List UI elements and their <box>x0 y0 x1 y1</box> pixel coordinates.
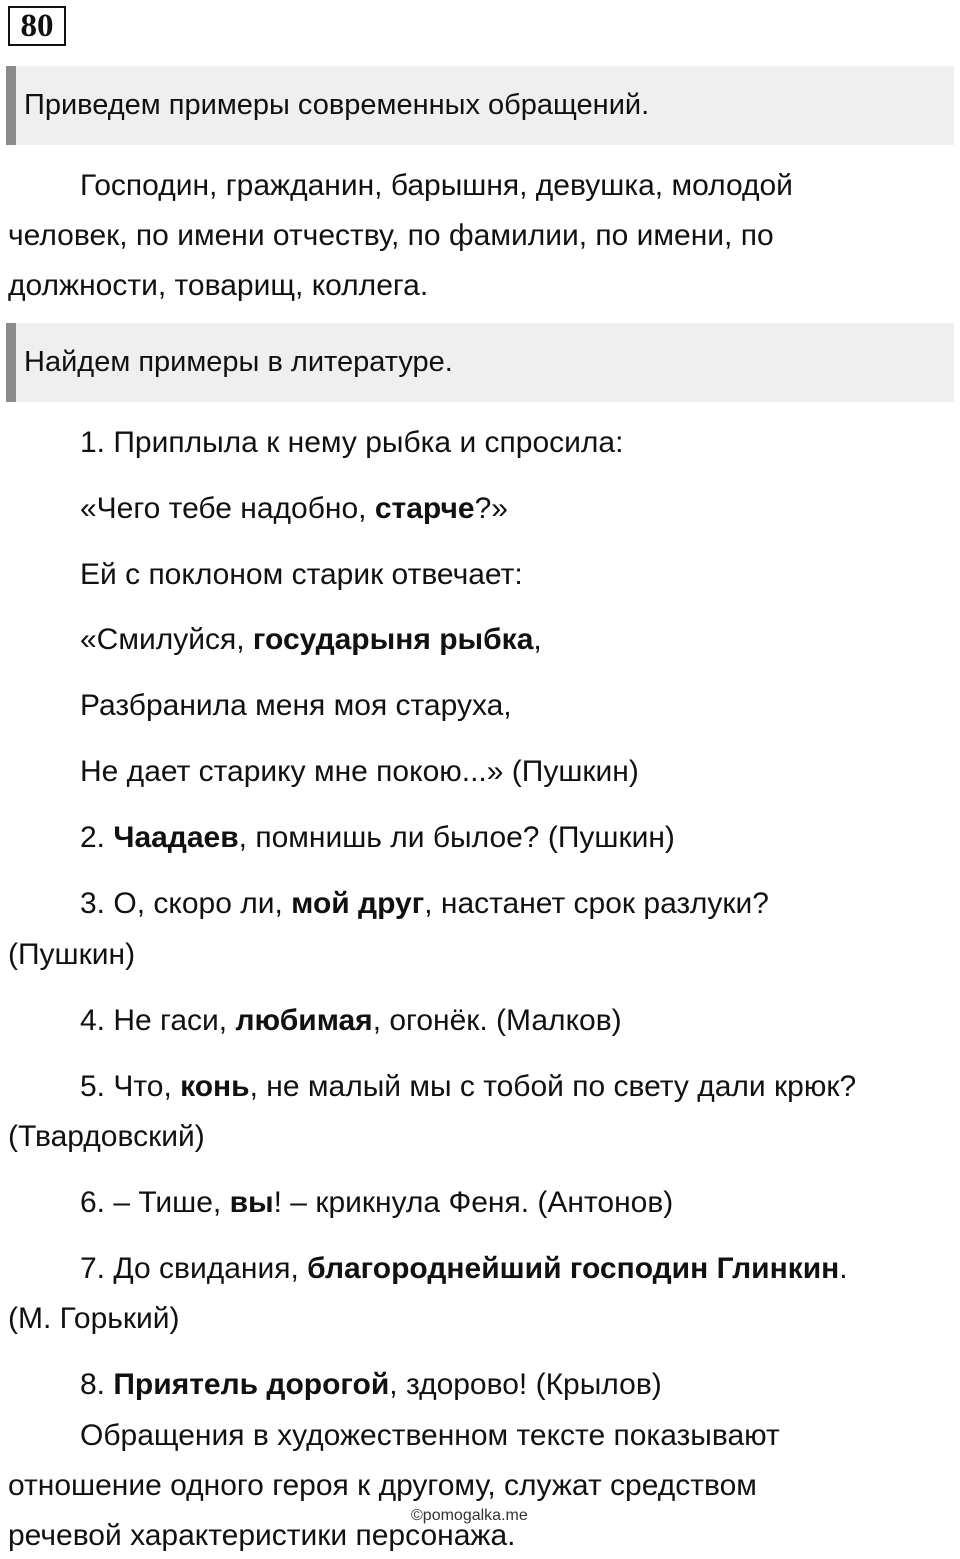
address-word: старче <box>374 492 475 525</box>
example-2: 2. Чаадаев, помнишь ли былое? (Пушкин) <box>80 821 675 854</box>
example-1-line: «Смилуйся, государыня рыбка, <box>80 623 542 656</box>
address-word: Приятель дорогой <box>113 1368 390 1401</box>
example-7-source: (М. Горький) <box>8 1302 180 1335</box>
example-5: 5. Что, конь, не малый мы с тобой по свету дали крюк? <box>80 1070 857 1103</box>
address-word: мой друг <box>291 887 425 920</box>
paragraph-line: человек, по имени отчеству, по фамилии, по имени, по <box>8 219 774 252</box>
example-3-source: (Пушкин) <box>8 938 136 971</box>
paragraph-line: должности, товарищ, коллега. <box>8 269 429 302</box>
section-heading-literature-examples <box>6 323 954 402</box>
heading-text: Найдем примеры в литературе. <box>24 346 453 378</box>
example-4: 4. Не гаси, любимая, огонёк. (Малков) <box>80 1004 622 1037</box>
paragraph-line: Господин, гражданин, барышня, девушка, молодой <box>80 169 793 202</box>
address-word: вы <box>229 1186 274 1219</box>
example-1-line: Не дает старику мне покою...» (Пушкин) <box>80 755 639 788</box>
address-word: благороднейший господин Глинкин <box>307 1252 840 1285</box>
heading-text: Приведем примеры современных обращений. <box>24 89 650 121</box>
example-8: 8. Приятель дорогой, здорово! (Крылов) <box>80 1368 662 1401</box>
address-word: государыня рыбка <box>252 623 534 656</box>
conclusion-line: Обращения в художественном тексте показывают <box>80 1419 780 1452</box>
task-number: 80 <box>8 6 66 46</box>
conclusion-line: отношение одного героя к другому, служат средством <box>8 1469 757 1502</box>
example-1-line: Разбранила меня моя старуха, <box>80 689 512 722</box>
section-heading-modern-addresses <box>6 66 954 145</box>
example-1-intro: 1. Приплыла к нему рыбка и спросила: <box>80 426 624 459</box>
example-6: 6. – Тише, вы! – крикнула Феня. (Антонов) <box>80 1186 674 1219</box>
address-word: любимая <box>235 1004 373 1037</box>
watermark: ©pomogalka.me <box>411 1507 528 1524</box>
example-3: 3. О, скоро ли, мой друг, настанет срок разлуки? <box>80 887 769 920</box>
example-7: 7. До свидания, благороднейший господин Глинкин. <box>80 1252 848 1285</box>
conclusion-line: речевой характеристики персонажа. <box>8 1519 516 1552</box>
example-5-source: (Твардовский) <box>8 1120 205 1153</box>
example-1-line: Ей с поклоном старик отвечает: <box>80 558 523 591</box>
example-1-line: «Чего тебе надобно, старче?» <box>80 492 508 525</box>
address-word: конь <box>180 1070 250 1103</box>
address-word: Чаадаев <box>113 821 239 854</box>
